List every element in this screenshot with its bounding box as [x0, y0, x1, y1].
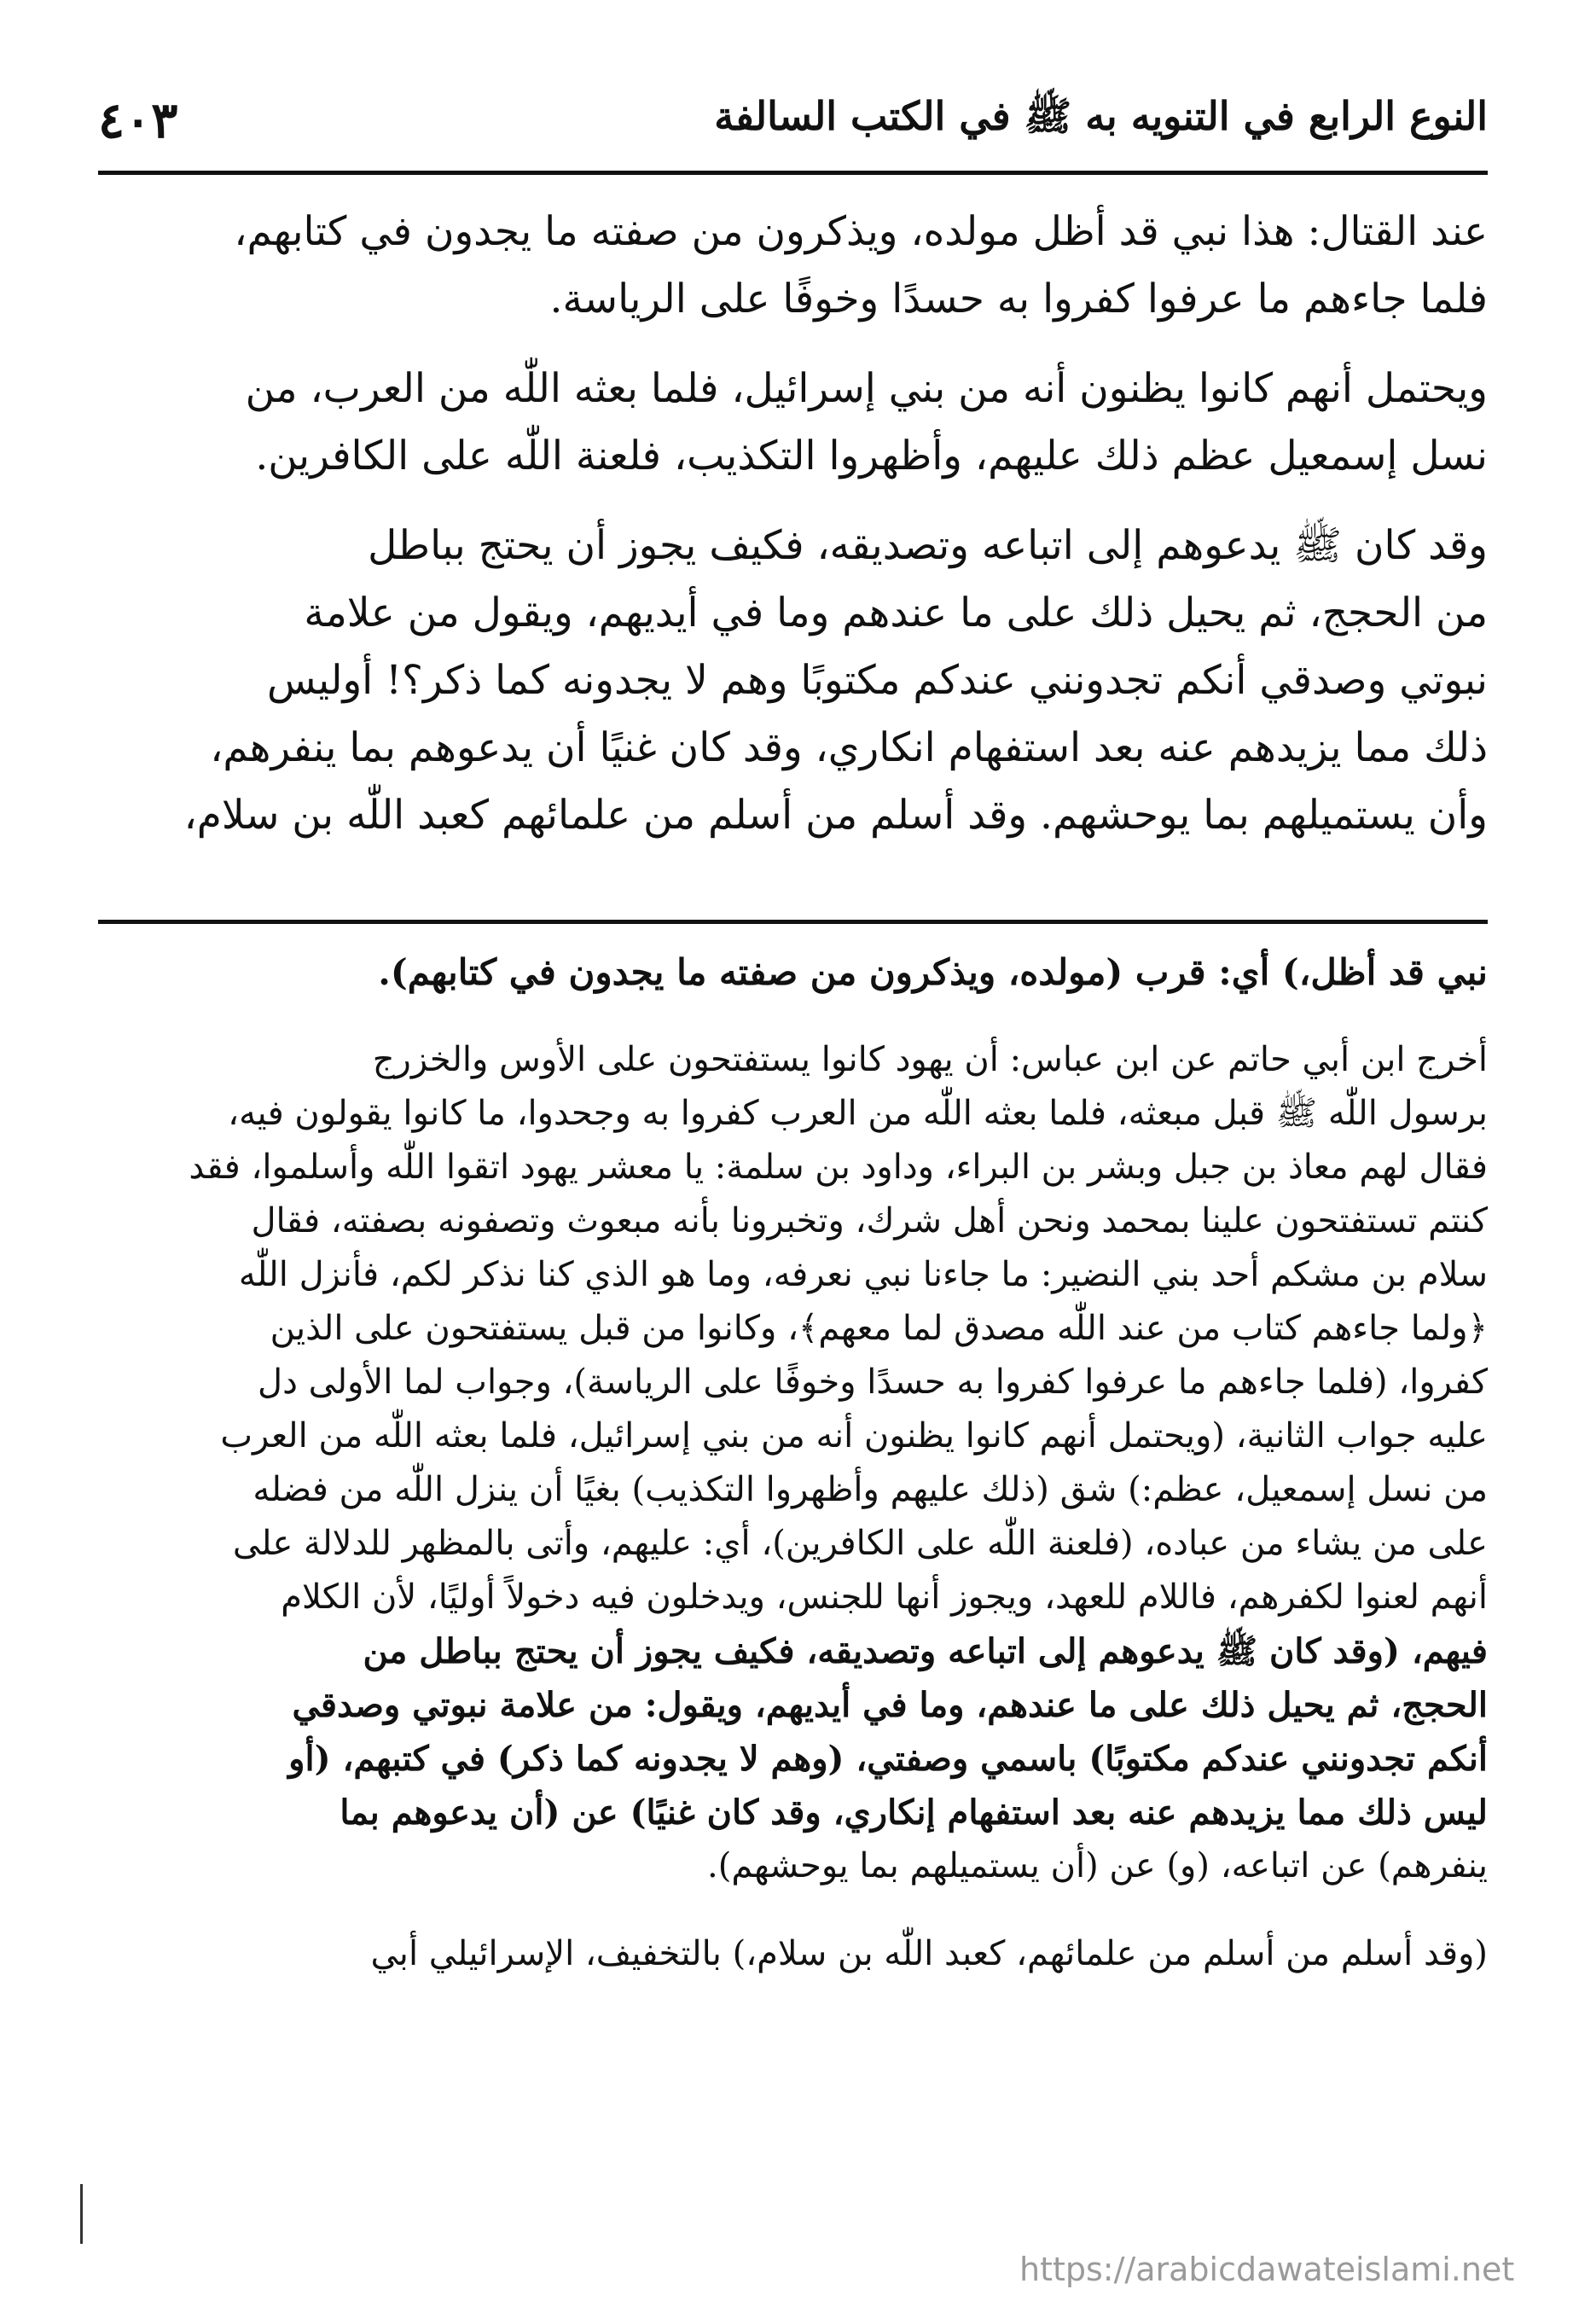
page-header	[98, 81, 1488, 149]
running-head: النوع الرابع في التنويه به ﷺ في الكتب السالفة	[714, 93, 1488, 139]
margin-mark	[80, 2184, 83, 2244]
main-line: ذلك مما يزيدهم عنه بعد استفهام انكاري، وقد كان غنيًا أن يدعوهم بما ينفرهم،	[210, 724, 1488, 771]
main-line: نسل إسمعيل عظم ذلك عليهم، وأظهروا التكذيب، فلعنة اللّٰه على الكافرين.	[255, 433, 1488, 479]
commentary-line: كفروا، (فلما جاءهم ما عرفوا كفروا به حسدًا وخوفًا على الرياسة)، وجواب لما الأولى دل	[258, 1362, 1488, 1402]
page-number: ٤٠٣	[98, 91, 178, 149]
main-paragraph-3	[98, 512, 1488, 849]
commentary-line: فيهم، (وقد كان ﷺ يدعوهم إلى اتباعه وتصديقه، فكيف يجوز أن يحتج بباطل من	[363, 1631, 1488, 1671]
commentary-line: من نسل إسمعيل، عظم:) شق (ذلك عليهم وأظهروا التكذيب) بغيًا أن ينزل اللّٰه من فضله	[252, 1470, 1488, 1509]
commentary-line: على من يشاء من عباده، (فلعنة اللّٰه على الكافرين)، أي: عليهم، وأتى بالمظهر للدلالة على	[232, 1524, 1488, 1563]
commentary-line: برسول اللّٰه ﷺ قبل مبعثه، فلما بعثه اللّٰه من العرب كفروا به وجحدوا، ما كانوا يقولون فيه،	[228, 1094, 1488, 1133]
commentary-line: سلام بن مشكم أحد بني النضير: ما جاءنا نبي نعرفه، وما هو الذي كنا نذكر لكم، فأنزل اللّٰه	[238, 1255, 1488, 1294]
commentary	[98, 945, 1488, 2015]
commentary-line: الحجج، ثم يحيل ذلك على ما عندهم، وما في أيديهم، ويقول: من علامة نبوتي وصدقي	[292, 1685, 1488, 1725]
main-line: ويحتمل أنهم كانوا يظنون أنه من بني إسرائيل، فلما بعثه اللّٰه من العرب، من	[245, 365, 1488, 412]
commentary-line: (وقد أسلم من أسلم من علمائهم، كعبد اللّٰه بن سلام،) بالتخفيف، الإسرائيلي أبي	[370, 1934, 1488, 1973]
main-line: من الحجج، ثم يحيل ذلك على ما عندهم وما في أيديهم، ويقول من علامة	[304, 590, 1488, 636]
main-line: وقد كان ﷺ يدعوهم إلى اتباعه وتصديقه، فكيف يجوز أن يحتج بباطل	[368, 522, 1488, 569]
commentary-line: ليس ذلك مما يزيدهم عنه بعد استفهام إنكاري، وقد كان غنيًا) عن (أن يدعوهم بما	[340, 1792, 1488, 1833]
watermark-url: https://arabicdawateislami.net	[1019, 2251, 1515, 2288]
footnote-separator	[98, 920, 1488, 924]
main-paragraph-1	[98, 198, 1488, 333]
main-paragraph-2	[98, 355, 1488, 490]
main-text	[98, 198, 1488, 871]
commentary-line: أنهم لعنوا لكفرهم، فاللام للعهد، ويجوز أنها للجنس، ويدخلون فيه دخولاً أوليًا، لأن الكلام	[281, 1577, 1488, 1617]
commentary-paragraph	[98, 1033, 1488, 1893]
commentary-line: فقال لهم معاذ بن جبل وبشر بن البراء، وداود بن سلمة: يا معشر يهود اتقوا اللّٰه وأسلموا، فقد	[189, 1147, 1488, 1187]
main-line: عند القتال: هذا نبي قد أظل مولده، ويذكرون من صفته ما يجدون في كتابهم،	[234, 208, 1488, 255]
commentary-line: ينفرهم) عن اتباعه، (و) عن (أن يستميلهم بما يوحشهم).	[707, 1846, 1488, 1885]
header-rule	[98, 171, 1488, 175]
commentary-line: ﴿ولما جاءهم كتاب من عند اللّٰه مصدق لما معهم﴾، وكانوا من قبل يستفتحون على الذين	[270, 1309, 1488, 1348]
commentary-line: أنكم تجدونني عندكم مكتوبًا) باسمي وصفتي، (وهم لا يجدونه كما ذكر) في كتبهم، (أو	[288, 1739, 1488, 1779]
main-line: وأن يستميلهم بما يوحشهم. وقد أسلم من أسلم من علمائهم كعبد اللّٰه بن سلام،	[183, 792, 1488, 839]
commentary-line: أخرج ابن أبي حاتم عن ابن عباس: أن يهود كانوا يستفتحون على الأوس والخزرج	[372, 1040, 1488, 1079]
commentary-line: عليه جواب الثانية، (ويحتمل أنهم كانوا يظنون أنه من بني إسرائيل، فلما بعثه اللّٰه من العرب	[220, 1416, 1488, 1455]
commentary-lead: نبي قد أظل،) أي: قرب (مولده، ويذكرون من صفته ما يجدون في كتابهم).	[378, 951, 1488, 993]
commentary-line: كنتم تستفتحون علينا بمحمد ونحن أهل شرك، وتخبرونا بأنه مبعوث وتصفونه بصفته، فقال	[251, 1201, 1488, 1240]
commentary-last-paragraph	[98, 1927, 1488, 1981]
main-line: نبوتي وصدقي أنكم تجدونني عندكم مكتوبًا وهم لا يجدونه كما ذكر؟! أوليس	[267, 657, 1488, 704]
main-line: فلما جاءهم ما عرفوا كفروا به حسدًا وخوفًا على الرياسة.	[549, 276, 1488, 322]
